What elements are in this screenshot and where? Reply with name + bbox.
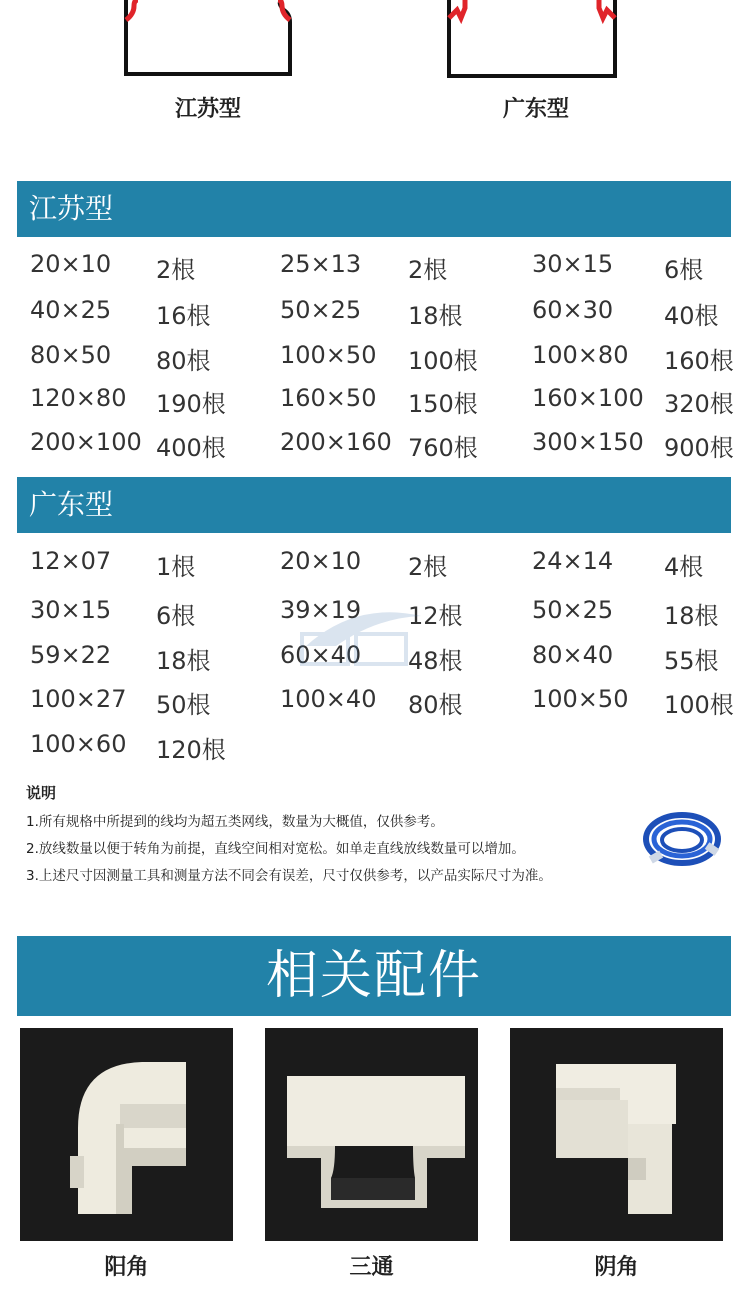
spec-count-cell: 2根 bbox=[156, 256, 196, 284]
spec-count-cell: 1根 bbox=[156, 553, 196, 581]
spec-count-cell: 18根 bbox=[156, 647, 211, 675]
spec-size-cell: 20×10 bbox=[280, 547, 362, 575]
spec-size-cell: 39×19 bbox=[280, 596, 362, 624]
spec-size-cell: 24×14 bbox=[532, 547, 614, 575]
spec-count-cell: 16根 bbox=[156, 302, 211, 330]
spec-size-cell: 20×10 bbox=[30, 250, 112, 278]
spec-count-cell: 50根 bbox=[156, 691, 211, 719]
spec-size-cell: 25×13 bbox=[280, 250, 362, 278]
spec-count-cell: 320根 bbox=[664, 390, 734, 418]
guangdong-profile bbox=[375, 0, 750, 140]
spec-count-cell: 48根 bbox=[408, 647, 463, 675]
spec-count-cell: 18根 bbox=[664, 602, 719, 630]
note-line: 2.放线数量以便于转角为前提，直线空间相对宽松。如单走直线放线数量可以增加。 bbox=[26, 841, 525, 857]
note-line: 1.所有规格中所提到的线均为超五类网线，数量为大概值，仅供参考。 bbox=[26, 814, 444, 830]
guangdong-section-header: 广东型 bbox=[17, 477, 731, 533]
spec-size-cell: 100×27 bbox=[30, 685, 127, 713]
spec-count-cell: 55根 bbox=[664, 647, 719, 675]
network-cable-icon bbox=[640, 805, 724, 875]
spec-count-cell: 760根 bbox=[408, 434, 478, 462]
spec-size-cell: 200×160 bbox=[280, 428, 392, 456]
notes-title: 说明 bbox=[26, 784, 57, 802]
spec-size-cell: 100×50 bbox=[532, 685, 629, 713]
outer-corner-label: 阳角 bbox=[104, 1255, 149, 1280]
guangdong-profile-label: 广东型 bbox=[502, 97, 569, 122]
guangdong-profile-icon bbox=[375, 0, 750, 90]
spec-count-cell: 190根 bbox=[156, 390, 226, 418]
spec-size-cell: 59×22 bbox=[30, 641, 112, 669]
spec-count-cell: 80根 bbox=[156, 347, 211, 375]
jiangsu-profile bbox=[0, 0, 375, 140]
spec-size-cell: 80×50 bbox=[30, 341, 112, 369]
inner-corner-icon bbox=[510, 1028, 723, 1241]
spec-count-cell: 40根 bbox=[664, 302, 719, 330]
spec-size-cell: 160×100 bbox=[532, 384, 644, 412]
inner-corner-photo bbox=[510, 1028, 723, 1241]
spec-count-cell: 160根 bbox=[664, 347, 734, 375]
tee-joint-label: 三通 bbox=[349, 1255, 394, 1280]
spec-count-cell: 150根 bbox=[408, 390, 478, 418]
spec-size-cell: 100×50 bbox=[280, 341, 377, 369]
spec-size-cell: 50×25 bbox=[280, 296, 362, 324]
spec-size-cell: 120×80 bbox=[30, 384, 127, 412]
spec-count-cell: 18根 bbox=[408, 302, 463, 330]
spec-count-cell: 100根 bbox=[408, 347, 478, 375]
spec-size-cell: 40×25 bbox=[30, 296, 112, 324]
spec-count-cell: 6根 bbox=[664, 256, 704, 284]
spec-size-cell: 80×40 bbox=[532, 641, 614, 669]
spec-count-cell: 2根 bbox=[408, 553, 448, 581]
spec-count-cell: 12根 bbox=[408, 602, 463, 630]
spec-count-cell: 2根 bbox=[408, 256, 448, 284]
spec-size-cell: 50×25 bbox=[532, 596, 614, 624]
watermark-logo-icon bbox=[296, 606, 426, 676]
note-line: 3.上述尺寸因测量工具和测量方法不同会有误差，尺寸仅供参考，以产品实际尺寸为准。 bbox=[26, 868, 552, 884]
spec-size-cell: 300×150 bbox=[532, 428, 644, 456]
spec-size-cell: 200×100 bbox=[30, 428, 142, 456]
jiangsu-section-header: 江苏型 bbox=[17, 181, 731, 237]
spec-size-cell: 60×30 bbox=[532, 296, 614, 324]
spec-count-cell: 900根 bbox=[664, 434, 734, 462]
spec-count-cell: 6根 bbox=[156, 602, 196, 630]
spec-count-cell: 4根 bbox=[664, 553, 704, 581]
spec-count-cell: 100根 bbox=[664, 691, 734, 719]
tee-joint-photo bbox=[265, 1028, 478, 1241]
spec-size-cell: 100×80 bbox=[532, 341, 629, 369]
spec-size-cell: 160×50 bbox=[280, 384, 377, 412]
accessories-banner: 相关配件 bbox=[17, 936, 731, 1016]
spec-size-cell: 100×60 bbox=[30, 730, 127, 758]
spec-count-cell: 400根 bbox=[156, 434, 226, 462]
spec-size-cell: 12×07 bbox=[30, 547, 112, 575]
spec-size-cell: 100×40 bbox=[280, 685, 377, 713]
spec-count-cell: 80根 bbox=[408, 691, 463, 719]
outer-corner-photo bbox=[20, 1028, 233, 1241]
spec-size-cell: 30×15 bbox=[532, 250, 614, 278]
spec-size-cell: 60×40 bbox=[280, 641, 362, 669]
spec-count-cell: 120根 bbox=[156, 736, 226, 764]
inner-corner-label: 阴角 bbox=[594, 1255, 639, 1280]
tee-joint-icon bbox=[265, 1028, 478, 1241]
spec-size-cell: 30×15 bbox=[30, 596, 112, 624]
jiangsu-profile-icon bbox=[0, 0, 375, 90]
notes-block bbox=[26, 782, 636, 890]
jiangsu-profile-label: 江苏型 bbox=[174, 97, 241, 122]
outer-corner-icon bbox=[20, 1028, 233, 1241]
